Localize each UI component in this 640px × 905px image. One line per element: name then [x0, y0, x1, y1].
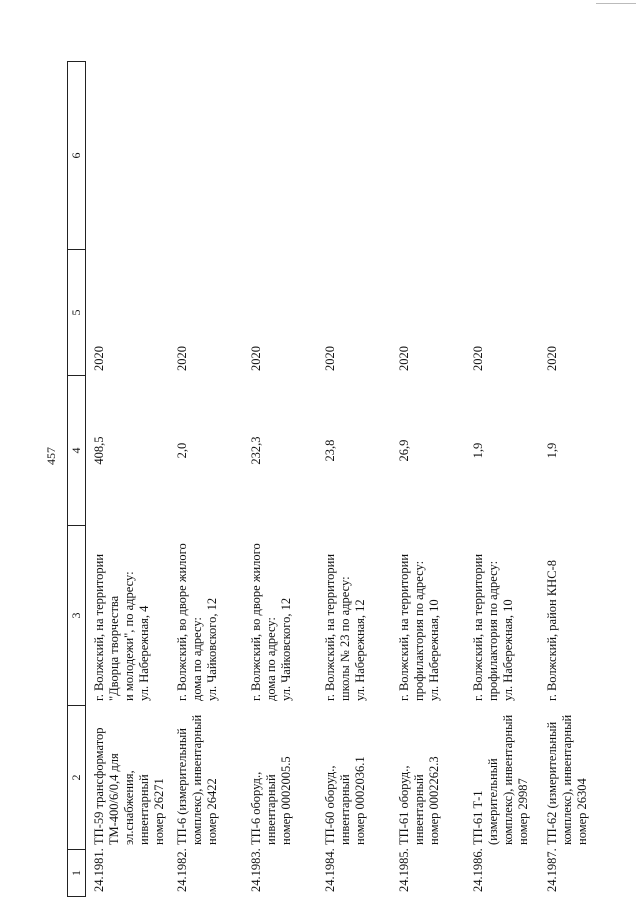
object-value: 1,9: [471, 442, 485, 459]
object-name-line: ТП-61 Т-1 (измерительный: [471, 758, 500, 845]
object-year: 2020: [471, 346, 485, 371]
object-col6: [169, 62, 243, 250]
object-name-line: номер 0002036.1: [353, 756, 367, 845]
object-address-line: ул. Набережная, 10: [501, 599, 515, 701]
column-header: 2: [68, 706, 86, 850]
object-address-line: ул. Чайковского, 12: [279, 597, 293, 701]
object-name-line: ТМ-400/6/0,4 для: [107, 753, 121, 845]
object-name-line: ТП-59 трансформатор: [92, 727, 106, 845]
object-address-line: ул. Набережная, 10: [427, 599, 441, 701]
row-number: 24.1982.: [175, 848, 189, 892]
table-row: [169, 62, 243, 897]
object-address: [86, 526, 170, 706]
object-address-line: дома по адресу:: [264, 617, 278, 701]
row-number: 24.1987.: [545, 848, 559, 892]
row-number: 24.1983.: [249, 848, 263, 892]
object-name: [465, 706, 539, 850]
table-row: [391, 62, 465, 897]
object-address-line: г. Волжский, район КНС-8: [545, 560, 559, 701]
column-header: 5: [68, 250, 86, 376]
object-year: 2020: [249, 346, 263, 371]
object-address: [391, 526, 465, 706]
object-name: [539, 706, 613, 850]
object-name-line: номер 0002262.3: [427, 756, 441, 845]
object-address-line: г. Волжский, на территории: [471, 553, 485, 701]
object-address-line: и молодежи", по адресу:: [122, 571, 136, 701]
row-number: 24.1984.: [323, 848, 337, 892]
object-address: [243, 526, 317, 706]
object-address-line: школы № 23 по адресу:: [338, 576, 352, 701]
object-year: 2020: [323, 346, 337, 371]
object-name-line: номер 26422: [205, 778, 219, 845]
object-name-line: комплекс), инвентарный: [190, 714, 204, 845]
row-number: 24.1981.: [92, 848, 106, 892]
object-name-line: ТП-61 оборуд., инвентарный: [397, 765, 426, 845]
object-name-line: номер 26271: [152, 778, 166, 845]
object-value: 1,9: [545, 442, 559, 459]
object-address: [539, 526, 613, 706]
registry-table: [67, 61, 613, 897]
object-name-line: номер 0002005.5: [279, 756, 293, 845]
table-row: [465, 62, 539, 897]
table-row: [317, 62, 391, 897]
object-year: 2020: [397, 346, 411, 371]
object-col6: [86, 62, 170, 250]
page-number: 457: [44, 447, 58, 465]
object-year: 2020: [92, 346, 106, 371]
table-body: [86, 62, 614, 897]
row-number: 24.1986.: [471, 848, 485, 892]
table-row: [243, 62, 317, 897]
object-address: [169, 526, 243, 706]
object-name: [86, 706, 170, 850]
table-row: [86, 62, 170, 897]
object-address: [317, 526, 391, 706]
object-address-line: ул. Чайковского, 12: [205, 597, 219, 701]
row-number: 24.1985.: [397, 848, 411, 892]
object-name: [169, 706, 243, 850]
column-header: 6: [68, 62, 86, 250]
object-address-line: "Дворца творчества: [107, 595, 121, 701]
column-header: 4: [68, 376, 86, 526]
object-value: 23,8: [323, 439, 337, 462]
object-address-line: ул. Набережная, 12: [353, 599, 367, 701]
object-name: [317, 706, 391, 850]
object-value: 232,3: [249, 436, 263, 465]
object-address-line: г. Волжский, на территории: [323, 553, 337, 701]
object-col6: [391, 62, 465, 250]
object-col6: [243, 62, 317, 250]
object-name-line: эл.снабжения, инвентарный: [122, 770, 151, 845]
object-col6: [317, 62, 391, 250]
object-address-line: г. Волжский, на территории: [397, 553, 411, 701]
object-name-line: номер 26304: [575, 778, 589, 845]
object-address-line: профилактория по адресу:: [486, 560, 500, 701]
object-year: 2020: [175, 346, 189, 371]
table-header: [68, 62, 86, 897]
object-name: [391, 706, 465, 850]
object-name-line: номер 29987: [516, 778, 530, 845]
table-row: [539, 62, 613, 897]
object-col6: [539, 62, 613, 250]
object-year: 2020: [545, 346, 559, 371]
object-name-line: комплекс), инвентарный: [501, 714, 515, 845]
object-col6: [465, 62, 539, 250]
object-name-line: ТП-6 (измерительный: [175, 728, 189, 845]
object-name-line: ТП-6 оборуд., инвентарный: [249, 771, 278, 845]
object-address-line: профилактория по адресу:: [412, 560, 426, 701]
column-header: 1: [68, 850, 86, 897]
object-name-line: ТП-62 (измерительный: [545, 721, 559, 845]
object-address-line: г. Волжский, на территории: [92, 553, 106, 701]
object-value: 408,5: [92, 436, 106, 465]
object-value: 2,0: [175, 442, 189, 459]
object-address-line: дома по адресу:: [190, 617, 204, 701]
object-value: 26,9: [397, 439, 411, 462]
object-name-line: комплекс), инвентарный: [560, 714, 574, 845]
object-address: [465, 526, 539, 706]
column-header: 3: [68, 526, 86, 706]
object-address-line: г. Волжский, во дворе жилого: [175, 543, 189, 701]
object-name: [243, 706, 317, 850]
object-name-line: ТП-60 оборуд., инвентарный: [323, 765, 352, 845]
object-address-line: ул. Набережная, 4: [137, 605, 151, 701]
object-address-line: г. Волжский, во дворе жилого: [249, 543, 263, 701]
